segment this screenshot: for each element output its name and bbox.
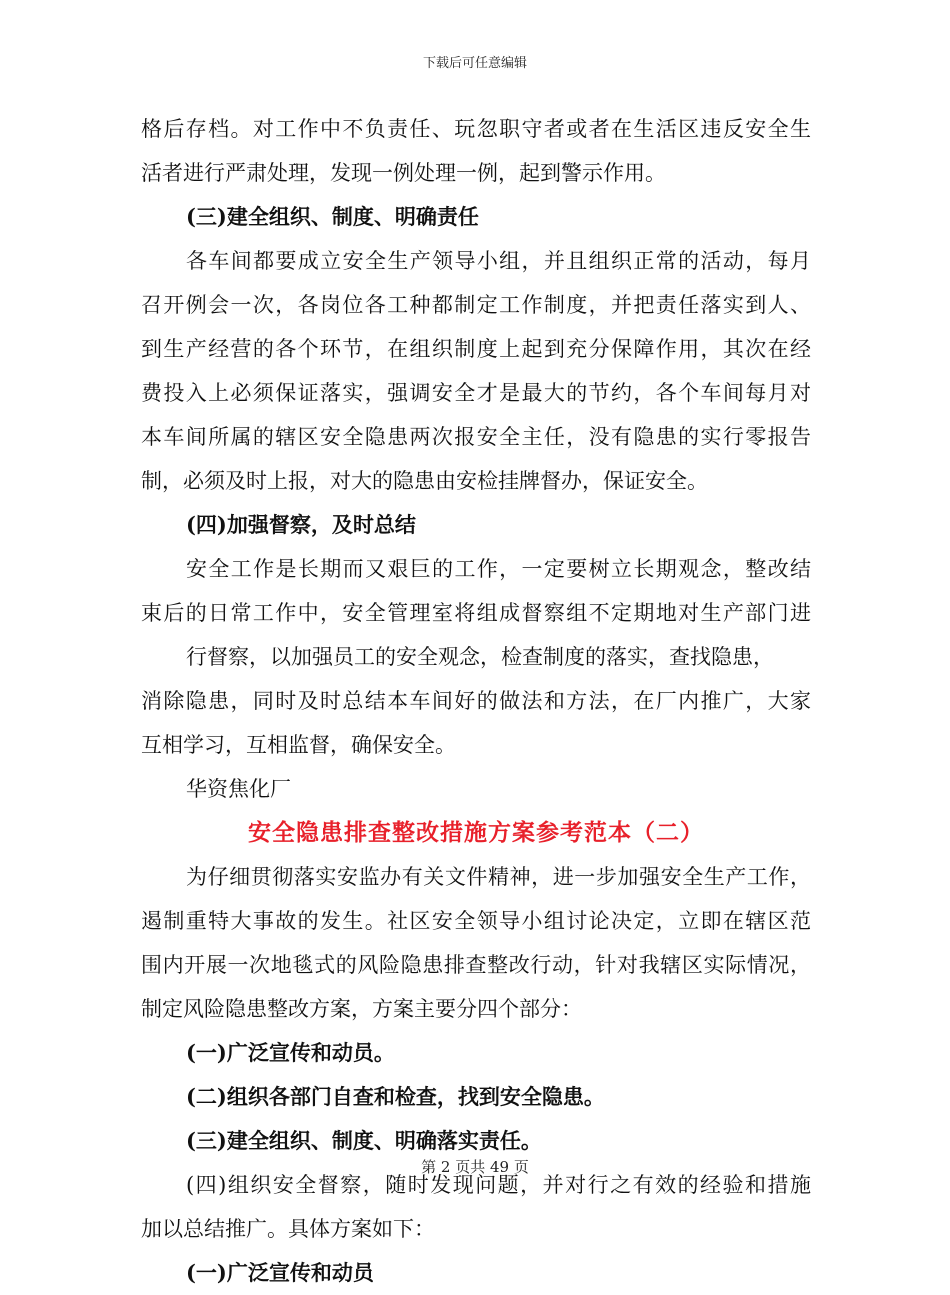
paragraph-line: 加以总结推广。具体方案如下： [141,1217,435,1241]
list-item: (二)组织各部门自查和检查，找到安全隐患。 [186,1084,605,1109]
section-heading: (一)广泛宣传和动员 [186,1260,374,1285]
paragraph-line: 制定风险隐患整改方案，方案主要分四个部分： [141,997,582,1021]
paragraph-line: 行督察，以加强员工的安全观念，检查制度的落实，查找隐患， [186,645,774,669]
paragraph-line: 遏制重特大事故的发生。社区安全领导小组讨论决定，立即在辖区范 [141,909,811,933]
paragraph-line: 消除隐患，同时及时总结本车间好的做法和方法，在厂内推广，大家 [141,689,811,713]
paragraph-line: 费投入上必须保证落实，强调安全才是最大的节约，各个车间每月对 [141,381,811,405]
signature-line: 华资焦化厂 [186,777,291,801]
paragraph-line: 本车间所属的辖区安全隐患两次报安全主任，没有隐患的实行零报告 [141,425,811,449]
section-heading: (四)加强督察，及时总结 [186,512,416,537]
document-title: 安全隐患排查整改措施方案参考范本（二） [248,819,704,846]
paragraph-line: 到生产经营的各个环节，在组织制度上起到充分保障作用，其次在经 [141,337,811,361]
page-header: 下载后可任意编辑 [422,56,527,71]
section-heading: (三)建全组织、制度、明确责任 [186,204,479,229]
list-item: (四)组织安全督察，随时发现问题，并对行之有效的经验和措施 [186,1173,811,1197]
paragraph-line: 互相学习，互相监督，确保安全。 [141,733,456,757]
paragraph-line: 安全工作是长期而又艰巨的工作，一定要树立长期观念，整改结 [186,557,811,581]
paragraph-line: 活者进行严肃处理，发现一例处理一例，起到警示作用。 [141,161,666,185]
list-item: (三)建全组织、制度、明确落实责任。 [186,1128,542,1153]
paragraph-line: 为仔细贯彻落实安监办有关文件精神，进一步加强安全生产工作， [186,865,811,889]
paragraph-line: 束后的日常工作中，安全管理室将组成督察组不定期地对生产部门进 [141,601,811,625]
paragraph-line: 格后存档。对工作中不负责任、玩忽职守者或者在生活区违反安全生 [141,117,811,141]
page-footer: 第 2 页共 49 页 [421,1158,529,1176]
list-item: (一)广泛宣传和动员。 [186,1040,395,1065]
paragraph-line: 召开例会一次，各岗位各工种都制定工作制度，并把责任落实到人、 [141,293,811,317]
paragraph-line: 制，必须及时上报，对大的隐患由安检挂牌督办，保证安全。 [141,469,708,493]
document-body [141,107,811,1295]
paragraph-line: 各车间都要成立安全生产领导小组，并且组织正常的活动，每月 [186,249,811,273]
paragraph-line: 围内开展一次地毯式的风险隐患排查整改行动，针对我辖区实际情况， [141,953,811,977]
